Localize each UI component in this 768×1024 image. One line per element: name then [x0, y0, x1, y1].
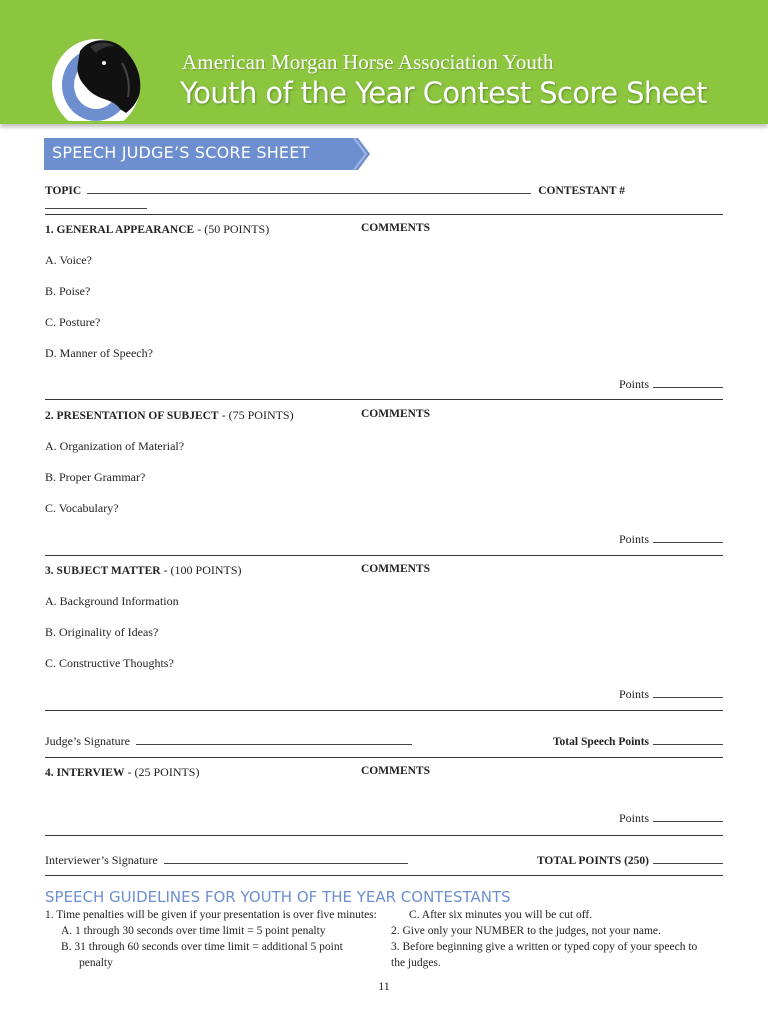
page-title: Youth of the Year Contest Score Sheet	[180, 76, 707, 110]
divider	[45, 555, 723, 556]
interviewer-signature-field[interactable]	[164, 853, 408, 864]
guideline-text: 2. Give only your NUMBER to the judges, not your name.	[391, 925, 661, 937]
section-title: 4. INTERVIEW	[45, 767, 125, 779]
list-item: B. Originality of Ideas?	[45, 625, 159, 639]
guideline-text: penalty	[79, 957, 113, 969]
total-points-field[interactable]	[653, 853, 723, 864]
total-speech-points-row	[553, 734, 723, 749]
list-item: B. Proper Grammar?	[45, 470, 146, 484]
header-subtitle: American Morgan Horse Association Youth	[182, 50, 554, 74]
points-label: Points	[618, 377, 649, 391]
guideline-text: B. 31 through 60 seconds over time limit = additional 5 point	[61, 941, 343, 953]
interviewer-signature-label: Interviewer’s Signature	[45, 853, 158, 867]
divider	[45, 757, 723, 758]
points-row	[619, 532, 723, 547]
guideline-text: A. 1 through 30 seconds over time limit = 5 point penalty	[61, 925, 326, 937]
guideline-text: the judges.	[391, 957, 441, 969]
points-field[interactable]	[653, 377, 723, 388]
list-item: C. Constructive Thoughts?	[45, 656, 174, 670]
divider	[45, 835, 723, 836]
divider	[45, 399, 723, 400]
guideline-text: 3. Before beginning give a written or typed copy of your speech to	[391, 941, 698, 953]
points-field[interactable]	[653, 811, 723, 822]
guidelines-right-column	[391, 907, 727, 971]
comments-label: COMMENTS	[361, 408, 430, 420]
section-title: 2. PRESENTATION OF SUBJECT	[45, 410, 219, 422]
section-points-label: - (75 POINTS)	[218, 408, 294, 422]
points-label: Points	[618, 532, 649, 546]
topic-label: TOPIC	[45, 185, 82, 197]
divider	[45, 214, 723, 215]
topic-field[interactable]	[87, 183, 531, 194]
guidelines-left-column	[45, 907, 385, 971]
points-field[interactable]	[653, 532, 723, 543]
total-points-row	[537, 853, 723, 868]
guideline-text: C. After six minutes you will be cut off.	[409, 909, 593, 921]
list-item: A. Voice?	[45, 253, 92, 267]
divider	[45, 875, 723, 876]
points-row	[619, 687, 723, 702]
guidelines-title: SPEECH GUIDELINES FOR YOUTH OF THE YEAR CONTESTANTS	[45, 888, 511, 906]
section-points-label: - (50 POINTS)	[194, 222, 270, 236]
comments-label: COMMENTS	[361, 765, 430, 777]
section-title: 3. SUBJECT MATTER	[45, 565, 161, 577]
total-points-label: TOTAL POINTS (250)	[536, 855, 649, 867]
list-item: C. Vocabulary?	[45, 501, 119, 515]
judge-signature-field[interactable]	[136, 734, 412, 745]
list-item: C. Posture?	[45, 315, 101, 329]
guideline-text: 1. Time penalties will be given if your presentation is over five minutes:	[45, 909, 377, 921]
section-points-label: - (25 POINTS)	[124, 765, 200, 779]
points-label: Points	[618, 687, 649, 701]
divider	[45, 710, 723, 711]
section-title: 1. GENERAL APPEARANCE	[45, 224, 195, 236]
topic-row	[45, 183, 723, 213]
contestant-label: CONTESTANT #	[538, 185, 626, 197]
points-row	[619, 377, 723, 392]
total-speech-points-field[interactable]	[653, 734, 723, 745]
points-row	[619, 811, 723, 826]
list-item: A. Organization of Material?	[45, 439, 185, 453]
section-banner-label: SPEECH JUDGE’S SCORE SHEET	[52, 143, 310, 162]
contestant-number-field[interactable]	[45, 198, 147, 209]
points-field[interactable]	[653, 687, 723, 698]
section-banner	[44, 138, 370, 170]
list-item: A. Background Information	[45, 594, 179, 608]
list-item: B. Poise?	[45, 284, 91, 298]
list-item: D. Manner of Speech?	[45, 346, 153, 360]
points-label: Points	[618, 811, 649, 825]
comments-label: COMMENTS	[361, 563, 430, 575]
morgan-horse-head-logo	[50, 33, 154, 121]
total-speech-points-label: Total Speech Points	[552, 736, 649, 748]
judge-signature-label: Judge’s Signature	[45, 734, 130, 748]
section-points-label: - (100 POINTS)	[160, 563, 242, 577]
page-number: 11	[378, 979, 390, 993]
comments-label: COMMENTS	[361, 222, 430, 234]
